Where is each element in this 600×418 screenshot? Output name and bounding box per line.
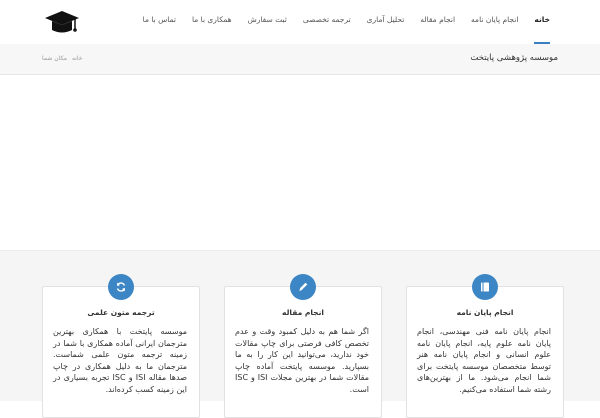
service-card-title: انجام مقاله: [282, 308, 324, 317]
breadcrumb-home[interactable]: خانه: [72, 55, 83, 62]
service-card-title: ترجمه متون علمی: [87, 308, 155, 317]
service-card-text: اگر شما هم به دلیل کمبود وقت و عدم تخصص کافی فرصتی برای چاپ مقالات خود ندارید، می‌توانید این کار را به ما بسپارید. موسسه پایتخت آماده چاپ مقالات شما در بهترین مجلات ISI و ISC است.: [235, 327, 369, 394]
site-header: [0, 0, 600, 45]
service-card-translation[interactable]: [42, 286, 200, 418]
pen-icon: [290, 274, 316, 300]
refresh-icon: [108, 274, 134, 300]
nav-item-thesis[interactable]: انجام پایان نامه: [471, 15, 519, 24]
nav-item-translation[interactable]: ترجمه تخصصی: [302, 15, 351, 24]
book-icon: [472, 274, 498, 300]
nav-item-article[interactable]: انجام مقاله: [420, 15, 456, 24]
nav-item-cooperation[interactable]: همکاری با ما: [191, 15, 232, 24]
breadcrumb: [42, 55, 82, 62]
nav-item-order[interactable]: ثبت سفارش: [247, 15, 287, 24]
graduation-cap-icon[interactable]: [42, 8, 82, 38]
service-card-thesis[interactable]: [406, 286, 564, 418]
breadcrumb-current: مکان شما: [42, 55, 67, 62]
page-title: موسسه پژوهشی پایتخت: [470, 53, 558, 63]
nav-item-statistics[interactable]: تحلیل آماری: [366, 15, 405, 24]
banner-area: [0, 75, 600, 250]
nav-item-contact[interactable]: تماس با ما: [142, 15, 176, 24]
service-card-text: موسسه پایتخت با همکاری بهترین مترجمان ایرانی آماده همکاری با شما در زمینه ترجمه متون علمی شماست. مترجمان ما به دلیل همکاری در چاپ صدها مقاله ISI و ISC تجربه بسیاری در این زمینه کسب کرده‌اند.: [53, 327, 187, 394]
nav-item-home[interactable]: خانه: [526, 0, 558, 44]
page-titlebar: [0, 44, 600, 75]
service-card-text: انجام پایان نامه فنی مهندسی، انجام پایان نامه علوم پایه، انجام پایان نامه علوم انسانی و انجام پایان نامه هنر توسط متخصصان موسسه پایتخت برای شما انجام می‌شود. ما از بهترین‌های رشته شما استفاده می‌کنیم.: [417, 327, 551, 394]
service-card-article[interactable]: [224, 286, 382, 418]
service-card-title: انجام پایان نامه: [456, 308, 514, 317]
main-nav: [135, 0, 558, 44]
